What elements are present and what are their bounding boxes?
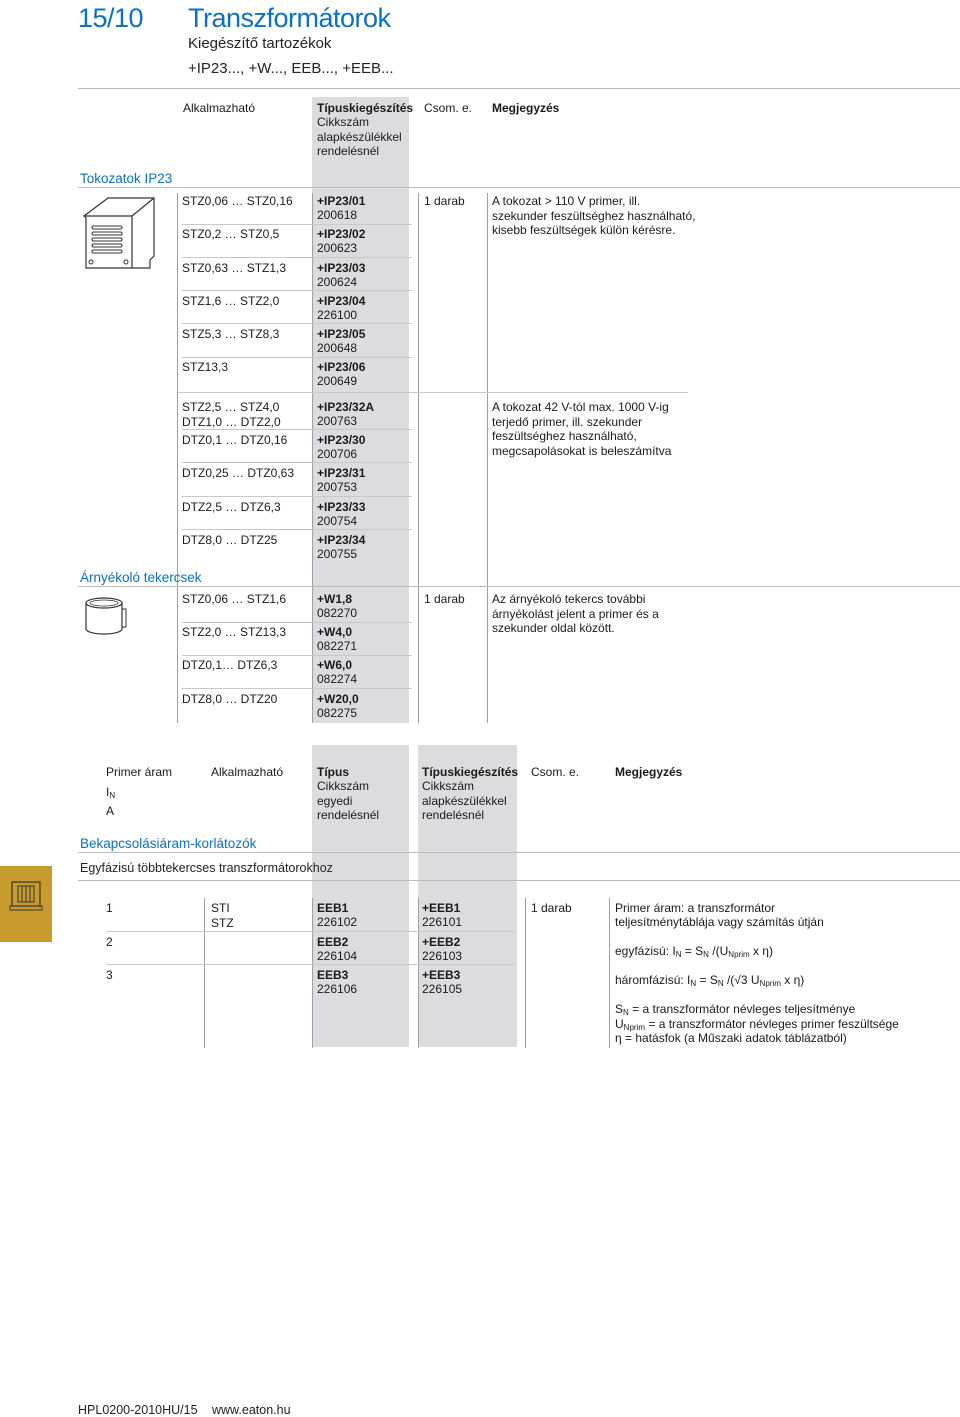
col-header-alapkeszulekkel: alapkészülékkel: [422, 794, 507, 808]
row-type: +IP23/31: [317, 466, 366, 480]
row-app: DTZ8,0 … DTZ20: [182, 692, 278, 706]
row-ext-code: 226103: [422, 949, 463, 963]
row-type: EEB3: [317, 968, 349, 982]
row-code: 200754: [317, 514, 358, 528]
row-code: 082271: [317, 639, 358, 653]
row-code: 200648: [317, 341, 358, 355]
row-code: 200763: [317, 414, 358, 428]
row-ext-code: 226101: [422, 915, 463, 929]
page-number: 15/10: [78, 3, 144, 33]
row-divider: [182, 224, 412, 225]
page-subtitle: Kiegészítő tartozékok: [188, 35, 332, 52]
row-ext: +EEB3: [422, 968, 461, 982]
row-divider: [182, 622, 412, 623]
row-code: 082275: [317, 706, 358, 720]
row-divider: [182, 323, 412, 324]
row-divider: [106, 931, 514, 932]
transformer-category-icon: [0, 866, 52, 942]
row-type: +W20,0: [317, 692, 359, 706]
footer-code: HPL0200-2010HU/15: [78, 1403, 198, 1417]
row-type: +IP23/34: [317, 533, 366, 547]
qty-value: 1 darab: [424, 592, 465, 606]
definition-eta: η = hatásfok (a Műszaki adatok táblázatból): [615, 1031, 847, 1045]
col-header-alkalmazhato: Alkalmazható: [183, 101, 256, 115]
col-header-cikkszam2: Cikkszám: [422, 779, 475, 793]
row-code: 200624: [317, 275, 358, 289]
row-type: +IP23/01: [317, 194, 366, 208]
formula-single-phase: egyfázisú: IN = SN /(UNprim x η): [615, 944, 773, 959]
section-rule: [78, 586, 960, 587]
row-code: 200623: [317, 241, 358, 255]
section-rule: [78, 880, 960, 881]
column-divider: [312, 898, 313, 1048]
row-type: +W4,0: [317, 625, 353, 639]
col-header-alkalmazhato: Alkalmazható: [211, 765, 284, 779]
row-code: 082270: [317, 606, 358, 620]
row-type: +IP23/05: [317, 327, 366, 341]
note-line: teljesítménytáblája vagy számítás útján: [615, 915, 824, 929]
row-app: DTZ0,25 … DTZ0,63: [182, 466, 295, 480]
section-title-ip23: Tokozatok IP23: [80, 171, 173, 186]
col-header-rendelesnel: rendelésnél: [317, 144, 380, 158]
enclosure-icon: [82, 196, 158, 272]
row-code: 200649: [317, 374, 358, 388]
row-app: DTZ0,1… DTZ6,3: [182, 658, 278, 672]
column-divider: [525, 898, 526, 1048]
row-type: +W6,0: [317, 658, 353, 672]
row-divider: [182, 462, 412, 463]
row-type: +IP23/03: [317, 261, 366, 275]
row-code: 200755: [317, 547, 358, 561]
column-divider: [204, 898, 205, 1048]
row-divider: [182, 529, 412, 530]
col-header-rendelesnel2: rendelésnél: [422, 808, 485, 822]
row-ext-code: 226105: [422, 982, 463, 996]
row-divider: [182, 688, 412, 689]
row-code: 226104: [317, 949, 358, 963]
qty-value: 1 darab: [424, 194, 465, 208]
row-code: 200706: [317, 447, 358, 461]
col-header-tipuskieg: Típuskiegészítés: [422, 765, 519, 779]
col-header-csom: Csom. e.: [531, 765, 580, 779]
formula-three-phase: háromfázisú: IN = SN /(√3 UNprim x η): [615, 973, 805, 988]
note-ip23: A tokozat > 110 V primer, ill. szekunder feszültséghez használható, kisebb feszültségek külön kérésre.: [492, 194, 696, 237]
definition-unprim: UNprim = a transzformátor névleges primer feszültsége: [615, 1017, 899, 1032]
row-app: STZ0,63 … STZ1,3: [182, 261, 287, 275]
group-divider: [178, 392, 688, 393]
row-app: STZ13,3: [182, 360, 229, 374]
header-rule: [78, 88, 960, 89]
row-divider: [182, 496, 412, 497]
row-app: DTZ0,1 … DTZ0,16: [182, 433, 288, 447]
column-divider: [418, 898, 419, 1048]
note-shield: Az árnyékoló tekercs további árnyékolást jelent a primer és a szekunder oldal között.: [492, 592, 659, 635]
section-rule: [78, 187, 960, 188]
col-header-csom: Csom. e.: [424, 101, 473, 115]
row-type: EEB2: [317, 935, 349, 949]
col-header-cikkszam: Cikkszám: [317, 779, 370, 793]
note-ip23-dtz: A tokozat 42 V-tól max. 1000 V-ig terjedő primer, ill. szekunder feszültséghez használható, megcsapolásokat is beleszámítva: [492, 400, 672, 458]
col-header-primer: Primer áram: [106, 765, 173, 779]
definition-sn: SN = a transzformátor névleges teljesítménye: [615, 1002, 856, 1017]
row-code: 226100: [317, 308, 358, 322]
row-code: 082274: [317, 672, 358, 686]
row-amp: 2: [106, 935, 113, 949]
col-header-tipuskieg: Típuskiegészítés: [317, 101, 414, 115]
row-app: STZ0,06 … STZ0,16: [182, 194, 293, 208]
page-title: Transzformátorok: [188, 3, 391, 33]
row-app: DTZ2,5 … DTZ6,3: [182, 500, 281, 514]
row-divider: [182, 290, 412, 291]
transformer-icon: [0, 866, 52, 942]
row-code: 226102: [317, 915, 358, 929]
row-app: STZ0,2 … STZ0,5: [182, 227, 280, 241]
col-header-egyedi: egyedi: [317, 794, 353, 808]
col-header-in: IN: [106, 785, 116, 800]
col-header-cikkszam: Cikkszám: [317, 115, 370, 129]
row-ext: +EEB1: [422, 901, 461, 915]
row-divider: [182, 257, 412, 258]
row-type: EEB1: [317, 901, 349, 915]
row-app: DTZ8,0 … DTZ25: [182, 533, 278, 547]
footer-url[interactable]: www.eaton.hu: [212, 1403, 291, 1417]
row-app: STZ5,3 … STZ8,3: [182, 327, 280, 341]
column-divider: [487, 193, 488, 723]
row-app: STZ0,06 … STZ1,6: [182, 592, 287, 606]
row-divider: [182, 357, 412, 358]
row-code: 200753: [317, 480, 358, 494]
qty-value: 1 darab: [531, 901, 572, 915]
row-amp: 3: [106, 968, 113, 982]
page-subtitle-products: +IP23..., +W..., EEB..., +EEB...: [188, 60, 394, 77]
row-app: STI STZ: [211, 901, 234, 930]
column-divider: [609, 898, 610, 1048]
row-code: 200618: [317, 208, 358, 222]
row-type: +IP23/30: [317, 433, 366, 447]
row-code: 226106: [317, 982, 358, 996]
row-type: +W1,8: [317, 592, 353, 606]
row-app: STZ2,5 … STZ4,0 DTZ1,0 … DTZ2,0: [182, 400, 281, 429]
column-divider: [312, 193, 313, 723]
row-divider: [182, 655, 412, 656]
row-type: +IP23/06: [317, 360, 366, 374]
row-amp: 1: [106, 901, 113, 915]
row-type: +IP23/33: [317, 500, 366, 514]
row-ext: +EEB2: [422, 935, 461, 949]
note-line: Primer áram: a transzformátor: [615, 901, 776, 915]
column-divider: [177, 193, 178, 723]
col-header-rendelesnel: rendelésnél: [317, 808, 380, 822]
row-divider: [106, 964, 514, 965]
col-header-megjegyzes: Megjegyzés: [492, 101, 560, 115]
col-header-tipus: Típus: [317, 765, 349, 779]
col-header-megjegyzes: Megjegyzés: [615, 765, 683, 779]
row-divider: [182, 429, 412, 430]
col-header-alapkeszulekkel: alapkészülékkel: [317, 130, 402, 144]
shield-winding-icon: [84, 597, 128, 637]
column-divider: [418, 193, 419, 723]
row-type: +IP23/32A: [317, 400, 375, 414]
section-rule: [78, 852, 960, 853]
row-type: +IP23/04: [317, 294, 366, 308]
section-title-bekapcs: Bekapcsolásiáram-korlátozók: [80, 836, 257, 851]
col-header-a: A: [106, 804, 115, 818]
row-app: STZ2,0 … STZ13,3: [182, 625, 287, 639]
row-type: +IP23/02: [317, 227, 366, 241]
section-title-shield: Árnyékoló tekercsek: [80, 570, 202, 585]
row-app: STZ1,6 … STZ2,0: [182, 294, 280, 308]
subsection-title: Egyfázisú többtekercses transzformátorokhoz: [80, 861, 333, 875]
